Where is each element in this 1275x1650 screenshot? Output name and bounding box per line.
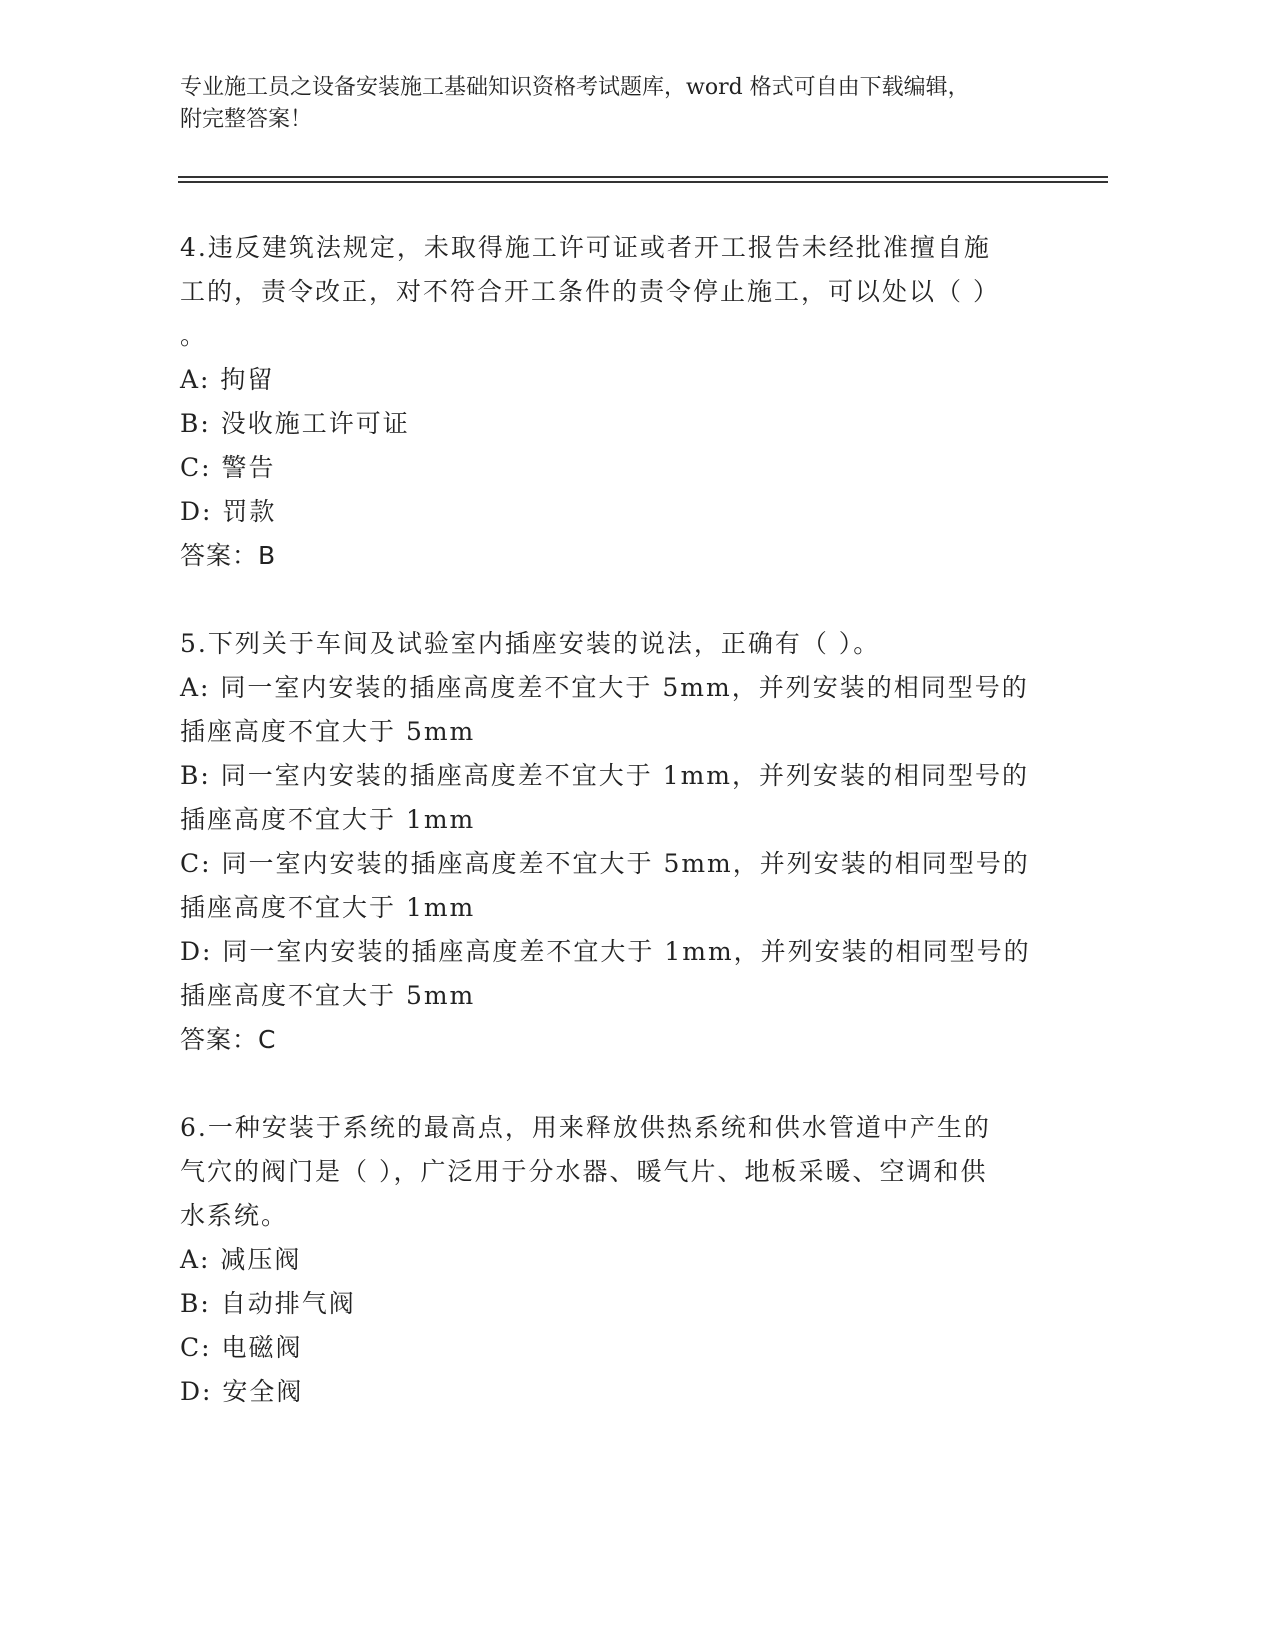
question-stem: 工的，责令改正，对不符合开工条件的责令停止施工，可以处以（ ） <box>180 277 1000 306</box>
option-c: C: 警告 <box>180 453 276 482</box>
answer-line: 答案：C <box>180 1025 277 1054</box>
answer-line: 答案：B <box>180 541 277 570</box>
question-stem: 水系统。 <box>180 1201 289 1230</box>
option-a: A: 减压阀 <box>180 1245 302 1274</box>
option-b-cont: 插座高度不宜大于 1mm <box>180 805 476 834</box>
option-b: B: 自动排气阀 <box>180 1289 356 1318</box>
option-a: A: 同一室内安装的插座高度差不宜大于 5mm，并列安装的相同型号的 <box>180 673 1029 702</box>
header-rule <box>178 176 1108 178</box>
question-stem: 6.一种安装于系统的最高点，用来释放供热系统和供水管道中产生的 <box>180 1113 991 1142</box>
option-d: D: 同一室内安装的插座高度差不宜大于 1mm，并列安装的相同型号的 <box>180 937 1031 966</box>
option-a-cont: 插座高度不宜大于 5mm <box>180 717 476 746</box>
header-line: 附完整答案！ <box>180 107 313 132</box>
question-stem: 。 <box>180 321 208 350</box>
option-d-cont: 插座高度不宜大于 5mm <box>180 981 476 1010</box>
option-b: B: 同一室内安装的插座高度差不宜大于 1mm，并列安装的相同型号的 <box>180 761 1030 790</box>
header-rule <box>178 181 1108 183</box>
question-block <box>180 226 1060 578</box>
question-stem: 气穴的阀门是（ ），广泛用于分水器、暖气片、地板采暖、空调和供 <box>180 1157 988 1186</box>
option-c-cont: 插座高度不宜大于 1mm <box>180 893 476 922</box>
option-c: C: 电磁阀 <box>180 1333 303 1362</box>
question-block <box>180 622 1060 1062</box>
question-stem: 5.下列关于车间及试验室内插座安装的说法，正确有（ ）。 <box>180 629 881 658</box>
question-stem: 4.违反建筑法规定，未取得施工许可证或者开工报告未经批准擅自施 <box>180 233 991 262</box>
option-d: D: 安全阀 <box>180 1377 304 1406</box>
document-header <box>180 72 1060 136</box>
question-list <box>180 226 1060 1414</box>
option-a: A: 拘留 <box>180 365 275 394</box>
option-b: B: 没收施工许可证 <box>180 409 410 438</box>
option-c: C: 同一室内安装的插座高度差不宜大于 5mm，并列安装的相同型号的 <box>180 849 1030 878</box>
spacer <box>180 1062 1060 1106</box>
question-block <box>180 1106 1060 1414</box>
option-d: D: 罚款 <box>180 497 277 526</box>
header-line: 专业施工员之设备安装施工基础知识资格考试题库，word 格式可自由下载编辑， <box>180 75 970 100</box>
spacer <box>180 578 1060 622</box>
